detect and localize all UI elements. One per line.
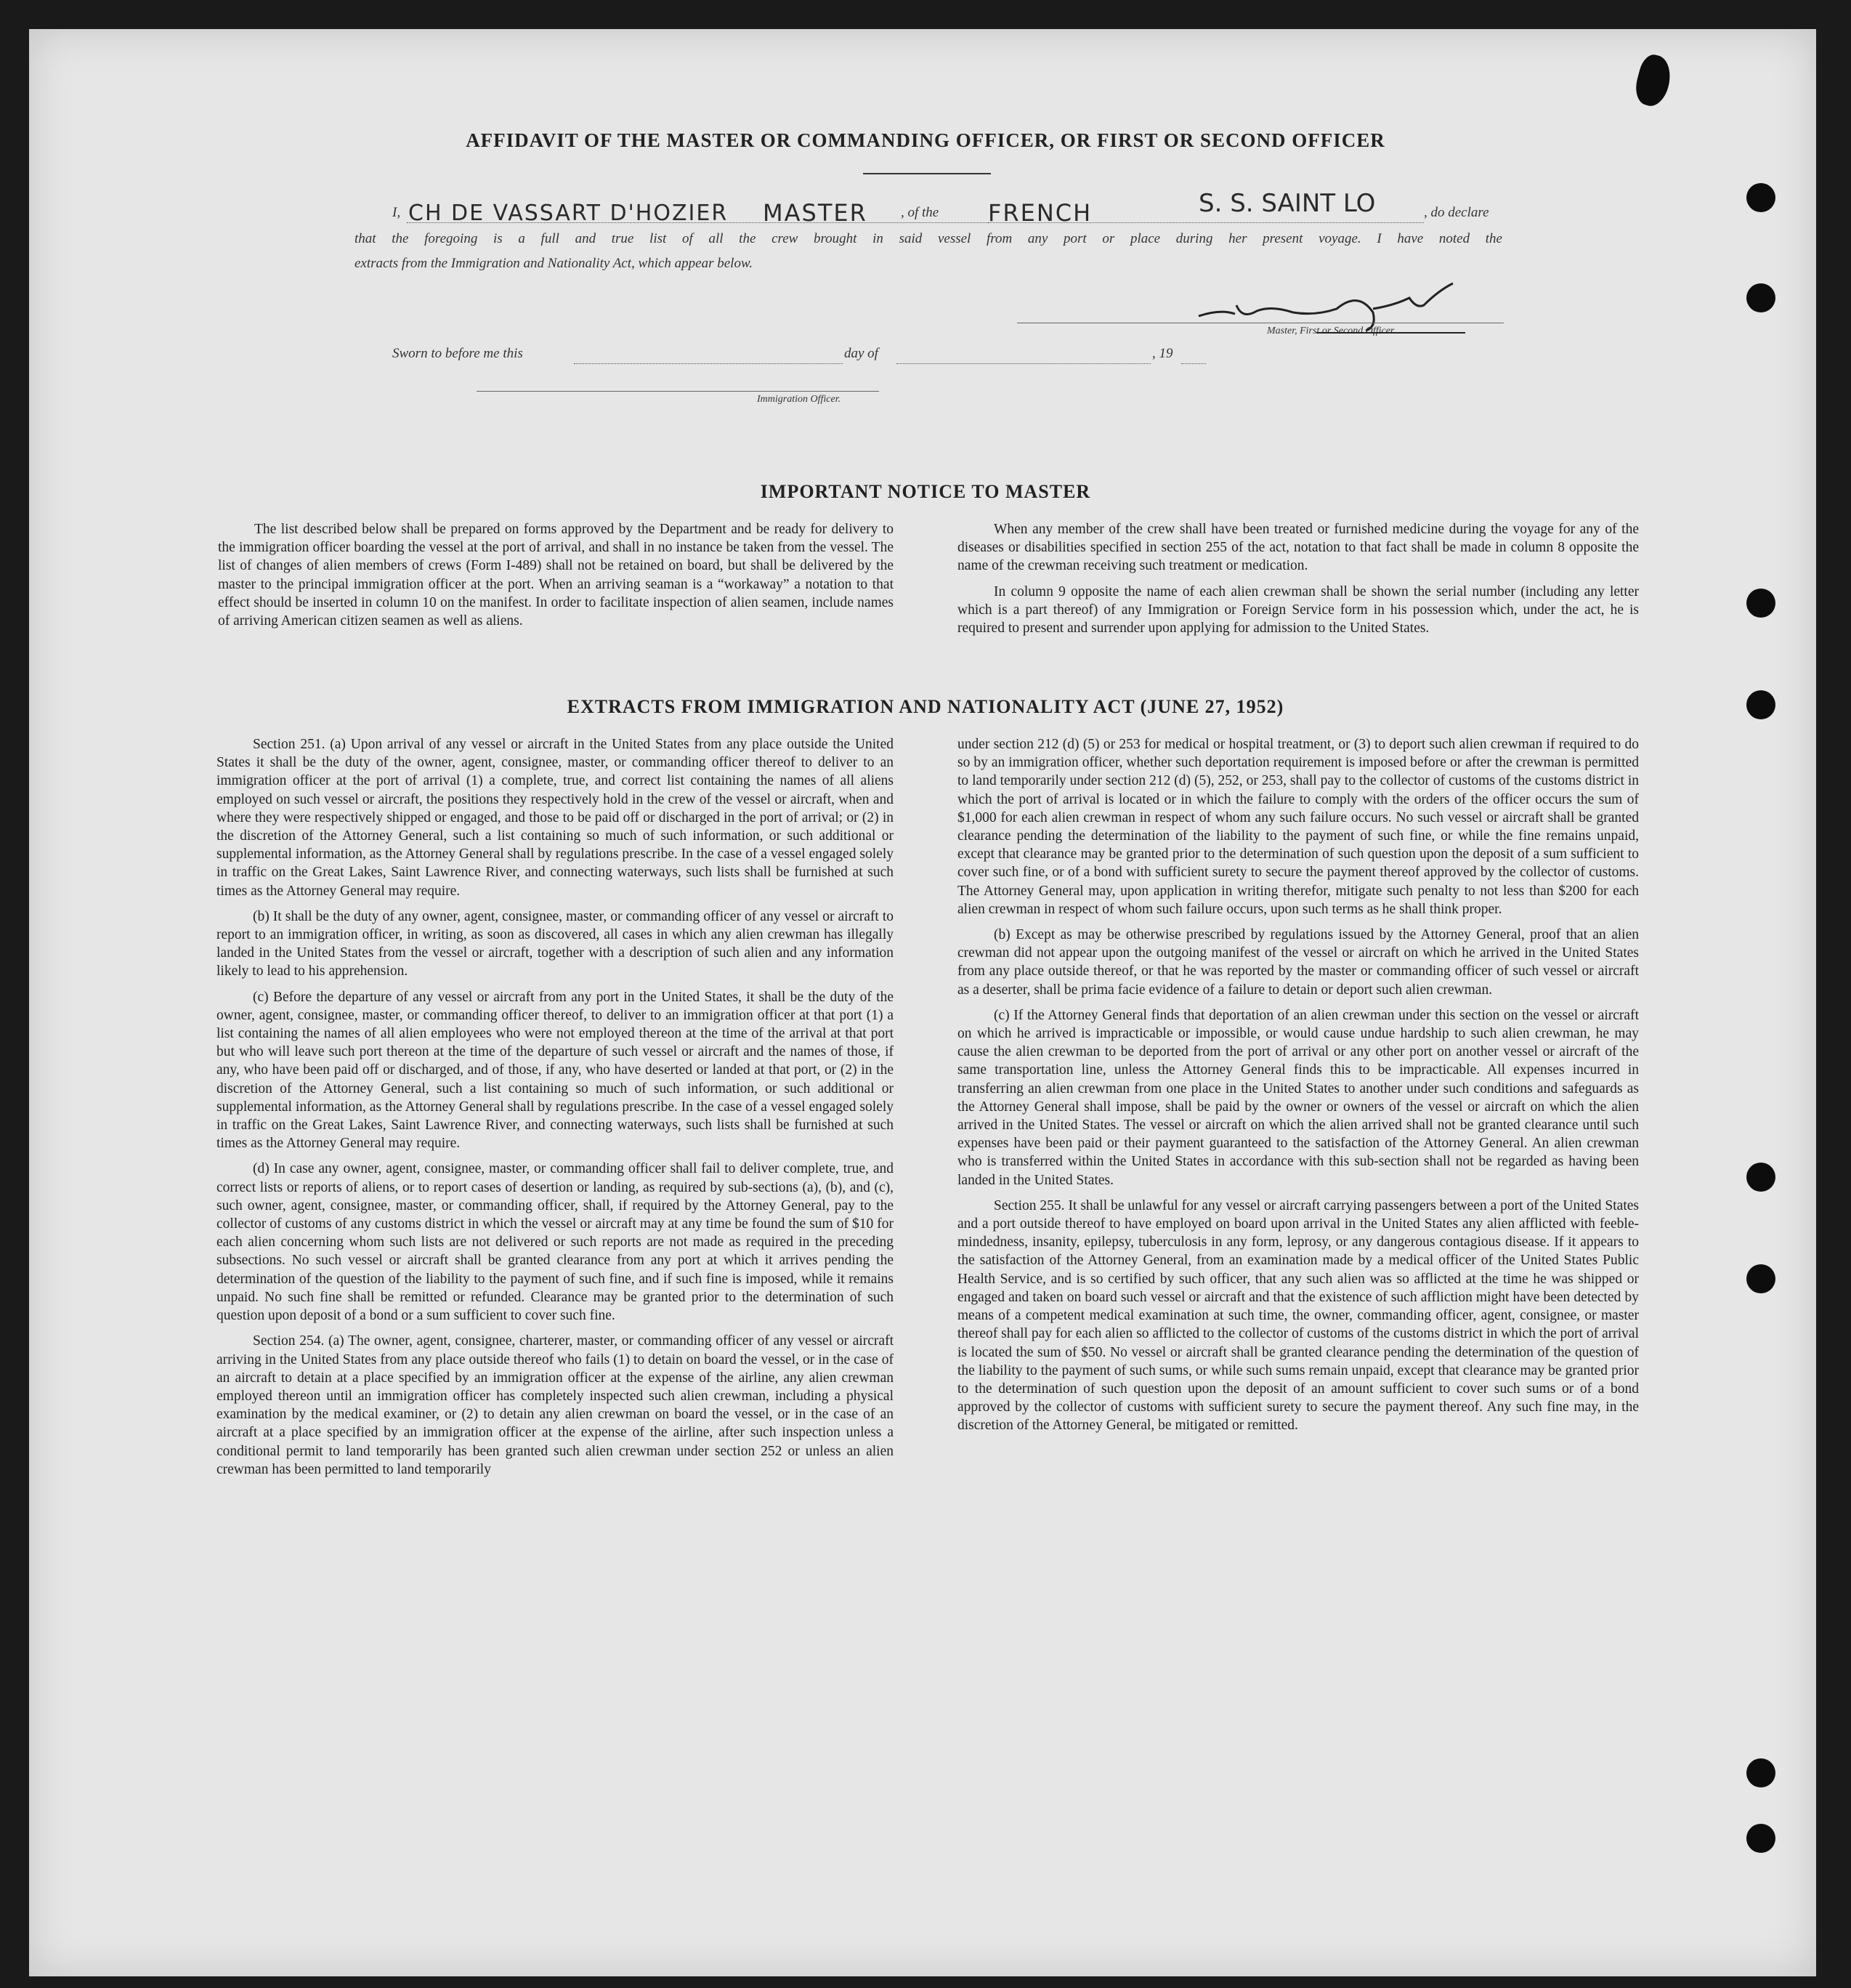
- notice-paragraph: In column 9 opposite the name of each alien crewman shall be shown the serial number (including any letter which is a part thereof) of any Immigration or Foreign Service form in his possession which, under the act, he is required to present and surrender upon applying for admission to the United States.: [957, 583, 1639, 637]
- notice-left-column: [218, 520, 894, 637]
- notice-paragraph: When any member of the crew shall have been treated or furnished medicine during the voyage for any of the diseases or disabilities specified in section 255 of the act, notation to that fact shall be made in column 8 opposite the name of the crewman receiving such treatment or medication.: [957, 522, 1639, 574]
- do-declare-label: , do declare: [1424, 205, 1489, 220]
- day-of-label: day of: [844, 346, 878, 361]
- punch-hole: [1746, 589, 1775, 618]
- affidavit-title: AFFIDAVIT OF THE MASTER OR COMMANDING OFFICER, OR FIRST OR SECOND OFFICER: [466, 129, 1385, 151]
- declaration-text-2: that the foregoing is a full and true list of all the crew brought in said vessel from any port or place during her present voyage. I have noted the: [355, 231, 1502, 246]
- section-paragraph: Section 255. It shall be unlawful for any vessel or aircraft carrying passengers between a port of the United States and a port outside thereof to have employed on board upon arrival in the United States any alien afflicted with feeble-mindedness, insanity, epilepsy, tuberculosis in any form, leprosy, or any dangerous contagious disease. If it appears to the satisfaction of the Attorney General, from an examination made by a medical officer of the United States Public Health Service, and is so certified by such officer, that any such alien was so afflicted at the time he was shipped or engaged and taken on board such vessel or aircraft and that the existence of such affliction might have been detected by means of a competent medical examination at such time, the owner, commanding officer, agent, consignee, or master thereof shall pay for each alien so afflicted to the collector of customs of the customs district in which the port of arrival is located the sum of $50. No vessel or aircraft shall be granted clearance pending the determination of the question of the liability to the payment of such sums, or while such sums remain unpaid, except that clearance may be granted prior to the determination of such question upon the deposit of an amount sufficient to cover such sums or of a bond approved by the collector of customs with sufficient surety to secure the payment thereof. Any such fine may, in the discretion of the Attorney General, be mitigated or remitted.: [957, 1197, 1639, 1434]
- section-paragraph: (c) Before the departure of any vessel or aircraft from any port in the United States, it shall be the duty of the owner, agent, consignee, master, or commanding officer thereof, to deliver to an immigration officer at that port (1) a list containing the names of all alien employees who were not employed thereon at the time of the arrival at that port but who will leave such port thereon at the time of the departure of such vessel or aircraft and the names of those, if any, who have been paid off or discharged, and of those, if any, who have deserted or landed at that port, or (2) in the discretion of the Attorney General, such a list containing so much of such information, or such additional or supplemental information, as the Attorney General shall by regulations prescribe. In the case of a vessel engaged solely in traffic on the Great Lakes, Saint Lawrence River, and connecting waterways, such lists shall be furnished at such times as the Attorney General may require.: [216, 989, 894, 1152]
- punch-hole: [1746, 1824, 1775, 1853]
- punch-hole: [1746, 1163, 1775, 1192]
- underline: [988, 222, 1424, 223]
- section-paragraph: (d) In case any owner, agent, consignee, master, or commanding officer shall fail to deliver complete, true, and correct lists or reports of aliens, or to report cases of desertion or landing, as required by sub-sections (a), (b), and (c), such owner, agent, consignee, master, or commanding officer, shall, if required by the Attorney General, pay to the collector of customs of any customs district in which the vessel or aircraft may at any time be found the sum of $10 for each alien concerning whom such lists are not delivered or such reports are not made as required in the preceding subsections. No such vessel or aircraft shall be granted clearance from any port at which it arrives pending the determination of the question of the liability to the payment of such fine, and if such fine is imposed, while it remains unpaid. No such fine shall be remitted or refunded. Clearance may be granted prior to the determination of such question upon deposit of a bond or a sum sufficient to cover such fine.: [216, 1161, 894, 1324]
- declaration-line: [392, 189, 1511, 233]
- of-the-label: , of the: [901, 205, 939, 220]
- i-label: I,: [392, 205, 401, 220]
- underline: [574, 363, 843, 364]
- punch-hole: [1746, 183, 1775, 212]
- nationality: FRENCH: [988, 199, 1093, 227]
- master-name: CH DE VASSART D'HOZIER: [408, 201, 729, 226]
- underline: [1181, 363, 1206, 364]
- extracts-heading: EXTRACTS FROM IMMIGRATION AND NATIONALITY ACT (JUNE 27, 1952): [567, 696, 1284, 717]
- sworn-label: Sworn to before me this: [392, 346, 523, 361]
- officer-line: [477, 391, 879, 392]
- declaration-text-3: extracts from the Immigration and Nationality Act, which appear below.: [355, 256, 753, 271]
- section-paragraph: (b) It shall be the duty of any owner, agent, consignee, master, or commanding officer of any vessel or aircraft to report to an immigration officer, in writing, as soon as discovered, all cases in which any alien crewman has illegally landed in the United States from the vessel or aircraft, together with a description of such alien and any information likely to lead to his apprehension.: [216, 908, 894, 979]
- underline: [407, 222, 1017, 223]
- notice-paragraph: The list described below shall be prepared on forms approved by the Department and be ready for delivery to the immigration officer boarding the vessel at the port of arrival, and shall in no instance be taken from the vessel. The list of changes of alien members of crews (Form I-489) shall not be retained on board, but shall be delivered by the master to the principal immigration officer at the port. When an arriving seaman is a “workaway” a notation to that effect should be inserted in column 10 on the manifest. In order to facilitate inspection of alien seamen, include names of arriving American citizen seamen as well as aliens.: [218, 522, 894, 629]
- notice-heading: IMPORTANT NOTICE TO MASTER: [760, 481, 1091, 502]
- strikethrough-mark: [1316, 327, 1469, 342]
- section-paragraph: under section 212 (d) (5) or 253 for medical or hospital treatment, or (3) to deport such alien crewman if required to do so by an immigration officer, whether such deportation requirement is imposed before or after the crewman is permitted to land temporarily under section 212 (d) (5), 252, or 253, shall pay to the collector of customs of the customs district in which the port of arrival is located or in which the failure to comply with the orders of the officer occurs the sum of $1,000 for each alien crewman in respect of whom any such failure occurs. No such vessel or aircraft shall be granted clearance pending the determination of the liability to the payment of such fine, or while the fine remains unpaid, except that clearance may be granted prior to the determination of such question upon the deposit of a sum sufficient to cover such fine, or of a bond with sufficient surety to secure the payment thereof approved by the collector of customs. The Attorney General may, upon application in writing therefor, mitigate such penalty to not less than $200 for each alien crewman in respect of whom such failure occurs, upon such terms as he shall think proper.: [957, 737, 1639, 917]
- extracts-right-column: [957, 735, 1639, 1442]
- section-paragraph: Section 251. (a) Upon arrival of any vessel or aircraft in the United States from any place outside the United States it shall be the duty of the owner, agent, consignee, master, or commanding officer thereof to deliver to an immigration officer at the port of arrival (1) a complete, true, and correct list containing the names of all aliens employed on such vessel or aircraft, the positions they respectively hold in the crew of the vessel or aircraft, when and where they were respectively shipped or engaged, and those to be paid off or discharged in the port of arrival; or (2) in the discretion of the Attorney General, such a list containing so much of such information, or such additional or supplemental information, as the Attorney General shall by regulations prescribe. In the case of a vessel engaged solely in traffic on the Great Lakes, Saint Lawrence River, and connecting waterways, such lists shall be furnished at such times as the Attorney General may require.: [216, 737, 894, 899]
- section-paragraph: Section 254. (a) The owner, agent, consignee, charterer, master, or commanding officer of any vessel or aircraft arriving in the United States from any place outside thereof who fails (1) to detain on board the vessel, or in the case of an aircraft to detain at a place specified by an immigration officer at the expense of the airline, any alien crewman employed thereon until an immigration officer has completely inspected such alien crewman, including a physical examination by the medical examiner, or (2) to detain any alien crewman on board the vessel, or in the case of an aircraft at a place specified by an immigration officer at the expense of the airline, after such inspection unless a conditional permit to land temporarily has been granted such alien crewman under section 252 or unless an alien crewman has been permitted to land temporarily: [216, 1333, 894, 1477]
- punch-hole: [1746, 283, 1775, 312]
- signature-caption: Master, First or Second Officer.: [1267, 326, 1396, 336]
- section-paragraph: (b) Except as may be otherwise prescribed by regulations issued by the Attorney General, proof that an alien crewman did not appear upon the outgoing manifest of the vessel or aircraft on which he arrived in the United States from any place outside thereof, or that he was reported by the master or commanding officer of such vessel or aircraft as a deserter, shall be prima facie evidence of a failure to detain or deport such alien crewman.: [957, 927, 1639, 998]
- year-label: , 19: [1152, 346, 1173, 361]
- officer-caption: Immigration Officer.: [757, 394, 841, 405]
- extracts-left-column: [216, 735, 894, 1486]
- master-rank: MASTER: [763, 199, 867, 227]
- vessel-name: S. S. SAINT LO: [1199, 189, 1376, 218]
- punch-hole: [1746, 1264, 1775, 1293]
- title-divider: [863, 173, 991, 174]
- notice-right-column: [957, 520, 1639, 645]
- punch-hole: [1746, 1758, 1775, 1787]
- underline: [896, 363, 1151, 364]
- section-paragraph: (c) If the Attorney General finds that deportation of an alien crewman under this section on the vessel or aircraft on which he arrived is impracticable or impossible, or would cause undue hardship to such alien crewman, he may cause the alien crewman to be deported from the port of arrival or any other port on another vessel or aircraft of the same transportation line, unless the Attorney General finds this to be impracticable. All expenses incurred in transferring an alien crewman from one place in the United States to another under such conditions and safeguards as the Attorney General shall impose, shall be paid by the owner or owners of the vessel or aircraft on which the alien arrived in the United States. The vessel or aircraft on which the alien arrived shall not be granted clearance until such expenses have been paid or their payment guaranteed to the satisfaction of the Attorney General. An alien crewman who is transferred within the United States in accordance with this sub-section shall not be regarded as having been landed in the United States.: [957, 1007, 1639, 1188]
